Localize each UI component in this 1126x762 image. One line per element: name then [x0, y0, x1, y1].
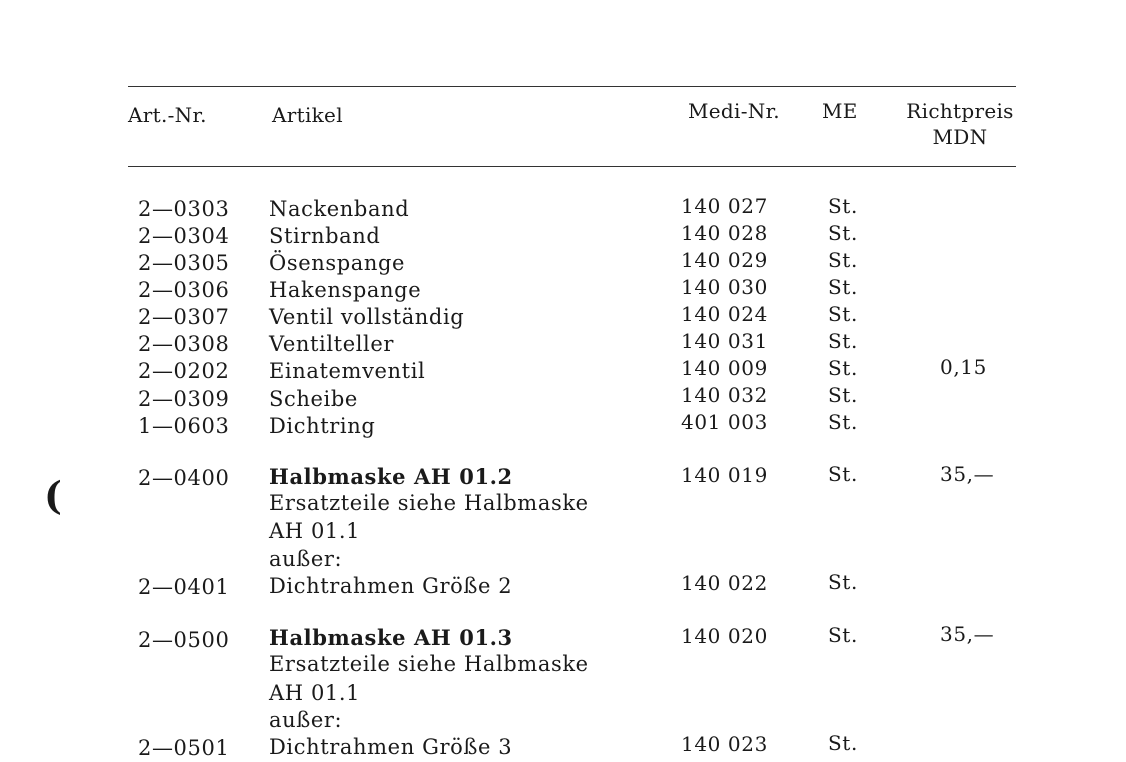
- me-cell: St.: [828, 410, 858, 434]
- artikel-cell: Hakenspange: [269, 278, 422, 302]
- artikel-cell: Stirnband: [269, 224, 381, 248]
- art-nr-cell: 2—0309: [138, 387, 230, 411]
- medi-nr-cell: 140 030: [681, 275, 768, 299]
- group-note-line: AH 01.1: [269, 519, 361, 543]
- price-cell: 0,15: [940, 355, 987, 379]
- medi-nr-cell: 401 003: [681, 410, 768, 434]
- column-header-artikel: Artikel: [272, 103, 343, 127]
- me-cell: St.: [828, 194, 858, 218]
- column-header-medi-nr: Medi-Nr.: [688, 99, 780, 123]
- mdn-label: MDN: [932, 125, 988, 149]
- art-nr-cell: 2—0308: [138, 332, 230, 356]
- medi-nr-cell: 140 029: [681, 248, 768, 272]
- medi-nr-cell: 140 027: [681, 194, 768, 218]
- me-cell: St.: [828, 329, 858, 353]
- art-nr-cell: 2—0305: [138, 251, 230, 275]
- medi-nr-cell: 140 009: [681, 356, 768, 380]
- art-nr-cell: 2—0501: [138, 736, 230, 760]
- art-nr-cell: 1—0603: [138, 414, 230, 438]
- me-cell: St.: [828, 462, 858, 486]
- artikel-cell: Ventil vollständig: [269, 305, 465, 329]
- artikel-cell: Ösenspange: [269, 251, 406, 275]
- richtpreis-label: Richtpreis: [906, 99, 1014, 123]
- margin-mark: (: [44, 473, 62, 518]
- artikel-cell: Scheibe: [269, 387, 358, 411]
- column-header-me: ME: [822, 99, 858, 123]
- artikel-cell: Ventilteller: [269, 332, 395, 356]
- artikel-cell: Nackenband: [269, 197, 410, 221]
- me-cell: St.: [828, 248, 858, 272]
- medi-nr-cell: 140 032: [681, 383, 768, 407]
- artikel-cell: Dichtrahmen Größe 2: [269, 574, 513, 598]
- artikel-cell: Dichtrahmen Größe 3: [269, 735, 513, 759]
- medi-nr-cell: 140 019: [681, 463, 768, 487]
- me-cell: St.: [828, 623, 858, 647]
- medi-nr-cell: 140 023: [681, 732, 768, 756]
- group-note-line: außer:: [269, 547, 343, 571]
- art-nr-cell: 2—0307: [138, 305, 230, 329]
- art-nr-cell: 2—0303: [138, 197, 230, 221]
- art-nr-cell: 2—0202: [138, 359, 230, 383]
- group-title: Halbmaske AH 01.2: [269, 464, 513, 489]
- medi-nr-cell: 140 020: [681, 624, 768, 648]
- art-nr-cell: 2—0500: [138, 628, 230, 652]
- price-cell: 35,—: [940, 622, 995, 646]
- group-note-line: Ersatzteile siehe Halbmaske: [269, 652, 589, 676]
- medi-nr-cell: 140 031: [681, 329, 768, 353]
- medi-nr-cell: 140 022: [681, 571, 768, 595]
- artikel-cell: Dichtring: [269, 414, 376, 438]
- art-nr-cell: 2—0401: [138, 575, 230, 599]
- me-cell: St.: [828, 302, 858, 326]
- me-cell: St.: [828, 570, 858, 594]
- artikel-cell: Einatemventil: [269, 359, 426, 383]
- art-nr-cell: 2—0304: [138, 224, 230, 248]
- medi-nr-cell: 140 028: [681, 221, 768, 245]
- me-cell: St.: [828, 731, 858, 755]
- column-header-art-nr: Art.-Nr.: [128, 103, 207, 127]
- art-nr-cell: 2—0306: [138, 278, 230, 302]
- me-cell: St.: [828, 356, 858, 380]
- group-note-line: außer:: [269, 708, 343, 732]
- me-cell: St.: [828, 275, 858, 299]
- group-note-line: Ersatzteile siehe Halbmaske: [269, 491, 589, 515]
- me-cell: St.: [828, 221, 858, 245]
- art-nr-cell: 2—0400: [138, 466, 230, 490]
- me-cell: St.: [828, 383, 858, 407]
- group-note-line: AH 01.1: [269, 681, 361, 705]
- group-title: Halbmaske AH 01.3: [269, 625, 513, 650]
- price-cell: 35,—: [940, 462, 995, 486]
- medi-nr-cell: 140 024: [681, 302, 768, 326]
